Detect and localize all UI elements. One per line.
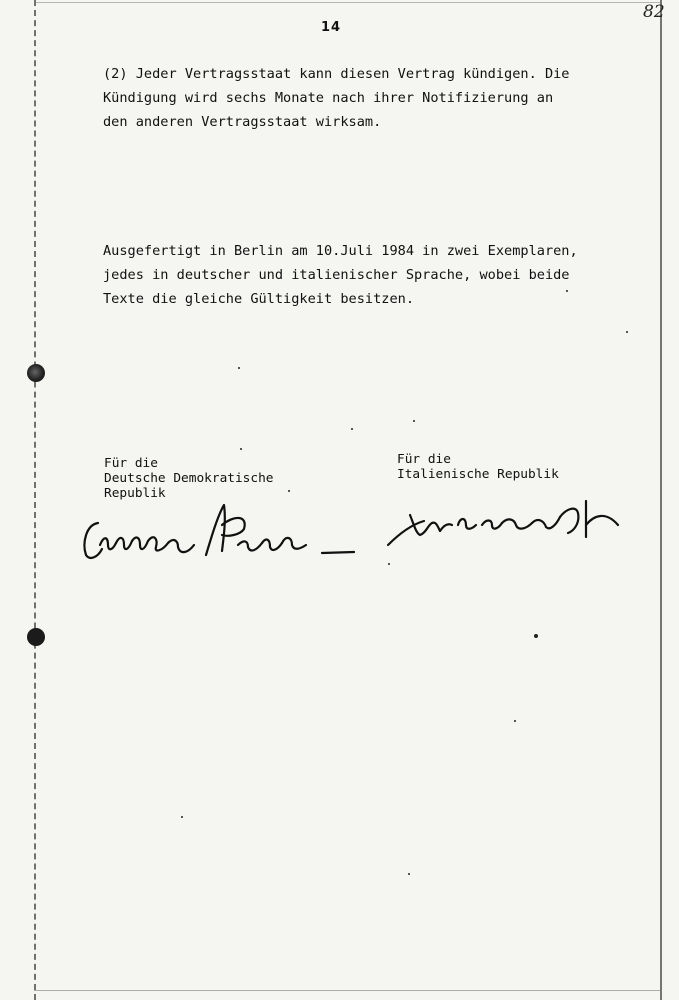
scan-speck	[626, 331, 628, 333]
text-line: Italienische Republik	[397, 467, 559, 482]
text-line: Kündigung wird sechs Monate nach ihrer Notifizierung an	[103, 90, 554, 106]
scan-speck	[351, 428, 353, 430]
text-line: Republik	[104, 486, 166, 501]
signatory-label-italy	[397, 452, 559, 482]
right-page-edge	[660, 0, 662, 1000]
page-number: 14	[321, 20, 342, 35]
scan-speck	[181, 816, 183, 818]
bottom-page-edge	[34, 990, 660, 991]
scan-speck	[413, 420, 415, 422]
text-line: Ausgefertigt in Berlin am 10.Juli 1984 in zwei Exemplaren,	[103, 243, 578, 259]
text-line: Texte die gleiche Gültigkeit besitzen.	[103, 291, 414, 307]
punch-hole-upper	[27, 364, 45, 382]
text-line: Für die	[104, 456, 158, 471]
termination-clause	[103, 62, 633, 134]
signature-italy	[380, 495, 630, 555]
scan-speck	[566, 290, 568, 292]
signature-gdr	[78, 495, 368, 575]
text-line: Deutsche Demokratische	[104, 471, 274, 486]
text-line: (2) Jeder Vertragsstaat kann diesen Vertrag kündigen. Die	[103, 66, 570, 82]
execution-clause	[103, 239, 633, 311]
punch-hole-lower	[27, 628, 45, 646]
handwritten-folio-number: 82	[643, 2, 665, 22]
text-line: Für die	[397, 452, 451, 467]
scan-speck	[534, 634, 538, 638]
text-line: den anderen Vertragsstaat wirksam.	[103, 114, 382, 130]
scan-speck	[514, 720, 516, 722]
scan-speck	[288, 490, 290, 492]
top-page-edge	[34, 2, 660, 3]
scan-speck	[408, 873, 410, 875]
left-binding-edge	[34, 0, 36, 1000]
scan-speck	[238, 367, 240, 369]
scan-speck	[388, 563, 390, 565]
scan-speck	[240, 448, 242, 450]
text-line: jedes in deutscher und italienischer Sprache, wobei beide	[103, 267, 570, 283]
